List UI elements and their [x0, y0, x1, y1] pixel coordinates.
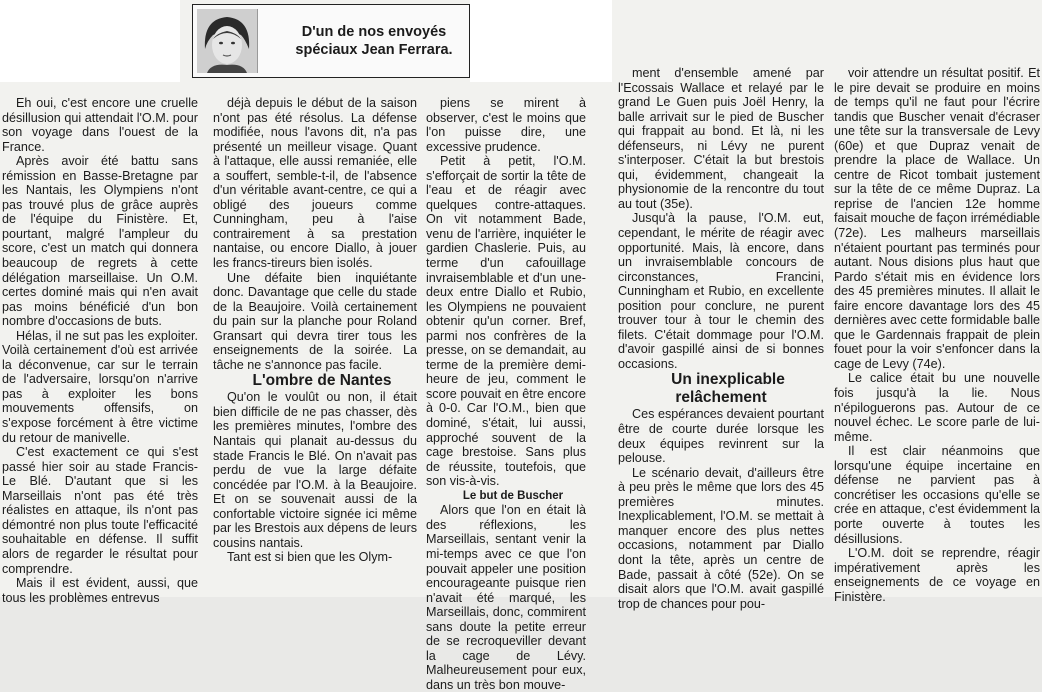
blank-margin-right	[470, 0, 612, 82]
blank-margin-left	[0, 0, 180, 82]
paragraph: Mais il est évident, aussi, que tous les problèmes entrevus	[2, 576, 198, 605]
paragraph: piens se mirent à observer, c'est le moins que l'on puisse dire, une excessive prudence.	[426, 96, 586, 154]
paragraph: Tant est si bien que les Olym-	[227, 550, 393, 565]
heading-inexplicable-relachement: Un inexplicable relâchement	[671, 371, 785, 407]
author-photo	[197, 9, 258, 73]
heading-ombre-de-nantes: L'ombre de Nantes	[252, 372, 392, 390]
column-3-body-bottom	[426, 503, 586, 692]
column-3-body-top	[426, 96, 586, 489]
paragraph: Jusqu'à la pause, l'O.M. eut, cependant, le mérite de réagir avec opportunité. Mais, là encore, dans un invraisemblable concours de circonstances, Francini, Cunningham et Rubio, en excellente position pour conclure, ne purent trouver tour à tour le chemin des filets. C'était dommage pour l'O.M. d'avoir gaspillé ainsi de si bonnes occasions.	[618, 211, 824, 371]
paragraph: Il est clair néanmoins que lorsqu'une équipe incertaine en défense ne parvient pas à concrétiser les occasions qu'elle se crée en attaque, c'est évidemment la porte ouverte à toutes les désillusions.	[834, 444, 1040, 546]
column-2-body-bottom	[213, 390, 417, 565]
paragraph: Hélas, il ne sut pas les exploiter. Voilà certainement d'où est arrivée la déconvenue, car sur le terrain de l'adversaire, lorsqu'on n'arrive pas à exploiter les bons mouvements offensifs, on s'expose forcément à être victime du retour de manivelle.	[2, 328, 198, 445]
paragraph: Qu'on le voulût ou non, il était bien difficile de ne pas chasser, dès les premières minutes, l'ombre des Nantais qui planait au-dessus du stade Francis le Blé. On n'avait pas perdu de vue la large défaite concédée par l'O.M. à la Beaujoire. Et on se souvenait aussi de la confortable victoire signée ici même par les Brestois aux dépens de leurs cousins nantais.	[213, 390, 417, 550]
column-4-body-top	[618, 66, 824, 371]
column-4	[618, 66, 824, 611]
paragraph: Eh oui, c'est encore une cruelle désillusion qui attendait l'O.M. pour son voyage dans l'ouest de la France.	[2, 96, 198, 154]
column-3	[426, 96, 586, 692]
paragraph: Petit à petit, l'O.M. s'efforçait de sortir la tête de l'eau et de réagir avec quelques contre-attaques. On vit notamment Bade, venu de l'arrière, inquiéter le gardien Chaslerie. Puis, au terme d'un cafouillage invraisemblable et d'un une-deux entre Diallo et Rubio, les Olympiens ne pouvaient obtenir qu'un corner. Bref, parmi nos confrères de la presse, on se demandait, au terme de la première demi-heure de jeu, comment le score pouvait en être encore à 0-0. Car l'O.M., bien que dominé, s'était, lui aussi, approché souvent de la cage brestoise. Sans plus de réussite, toutefois, que son vis-à-vis.	[426, 154, 586, 489]
column-4-body-bottom	[618, 407, 824, 611]
paragraph: L'O.M. doit se reprendre, réagir impérativement après les enseignements de ce voyage en Finistère.	[834, 546, 1040, 604]
column-5	[834, 66, 1040, 604]
paragraph: voir attendre un résultat positif. Et le pire devait se produire en moins de temps qu'il ne faut pour l'écrire tandis que Buscher venait d'écraser une tête sur la transversale de Levy (60e) et que Dupraz venait de prendre la place de Wallace. Un centre de Ricot tombait justement sur la tête de ce même Dupraz. La reprise de l'ancien 12e homme faisait mouche de façon irrémédiable (72e). Les malheurs marseillais n'étaient pourtant pas terminés pour autant. Nous disions plus haut que Pardo s'était mis en évidence lors des 45 premières minutes. Il allait le faire encore davantage lors des 45 dernières avec cette formidable balle que le Gardennais frappait de plein fouet pour la voir s'enfoncer dans la cage de Levy (74e).	[834, 66, 1040, 371]
paragraph: ment d'ensemble amené par l'Ecossais Wallace et relayé par le grand Le Guen puis Joël Henry, la balle arrivait sur le pied de Buscher qui frappait au bond. Et là, ni les défenseurs, ni Lévy ne purent s'interposer. C'était la but brestois qui, évidemment, changeait la physionomie de la rencontre du tout au tout (35e).	[618, 66, 824, 211]
paragraph: Ces espérances devaient pourtant être de courte durée lorsque les deux équipes revinrent sur la pelouse.	[618, 407, 824, 466]
paragraph: Après avoir été battu sans rémission en Basse-Bretagne par les Nantais, les Olympiens n'ont pas trouvé plus de grâce auprès de l'équipe du Finistère. Et, pourtant, malgré l'ampleur du score, c'est un match qui donnera beaucoup de regrets à cette délégation marseillaise. Un O.M. certes dominé mais qui n'en avait pas moins bénéficié d'un bon nombre d'occasions de buts.	[2, 154, 198, 329]
column-1	[2, 96, 198, 605]
column-2-body-top	[213, 96, 417, 372]
paragraph: Le calice était bu une nouvelle fois jusqu'à la lie. Nous n'épiloguerons pas. Autour de ce nouvel échec. Le score parle de lui-même.	[834, 371, 1040, 444]
heading-but-de-buscher: Le but de Buscher	[462, 489, 564, 502]
paragraph: Le scénario devait, d'ailleurs être à peu près le même que lors des 45 premières minutes. Inexplicablement, l'O.M. se mettait à manquer encore des plus nettes occasions, notamment par Diallo dont la tête, après un centre de Bade, passait à côté (52e). On se disait alors que l'O.M. avait gaspillé trop de chances pour pou-	[618, 465, 824, 611]
paragraph: Une défaite bien inquiétante donc. Davantage que celle du stade de la Beaujoire. Voilà certainement du pain sur la planche pour Roland Gransart qui devra tirer tous les enseignements de la soirée. La tâche ne s'annonce pas facile.	[213, 270, 417, 372]
paragraph: déjà depuis le début de la saison n'ont pas été résolus. La défense modifiée, nous l'avons dit, n'a pas présenté un meilleur visage. Quant à l'attaque, elle aussi remaniée, elle a souffert, semble-t-il, de l'absence d'un véritable avant-centre, ce qui a obligé des joueurs comme Cunningham, peu à l'aise contrairement à sa prestation nantaise, ou encore Diallo, à jouer les francs-tireurs bien isolés.	[213, 96, 417, 271]
byline-box	[192, 4, 470, 78]
paragraph: Alors que l'on en était là des réflexions, les Marseillais, sentant venir la mi-temps avec ce que l'on pouvait appeler une position encourageante puisque rien n'avait été marqué, les Marseillais, donc, commirent sans doute la petite erreur de se recroqueviller devant la cage de Lévy. Malheureusement pour eux, dans un très bon mouve-	[426, 503, 586, 692]
byline: D'un de nos envoyés spéciaux Jean Ferrara.	[295, 24, 453, 58]
paragraph: C'est exactement ce qui s'est passé hier soir au stade Francis-Le Blé. D'autant que si les Marseillais n'ont pas été très réalistes en attaque, ils n'ont pas démontré non plus toute l'efficacité souhaitable en défense. Il suffit alors de regarder le résultat pour comprendre.	[2, 445, 198, 576]
column-2	[213, 96, 417, 565]
